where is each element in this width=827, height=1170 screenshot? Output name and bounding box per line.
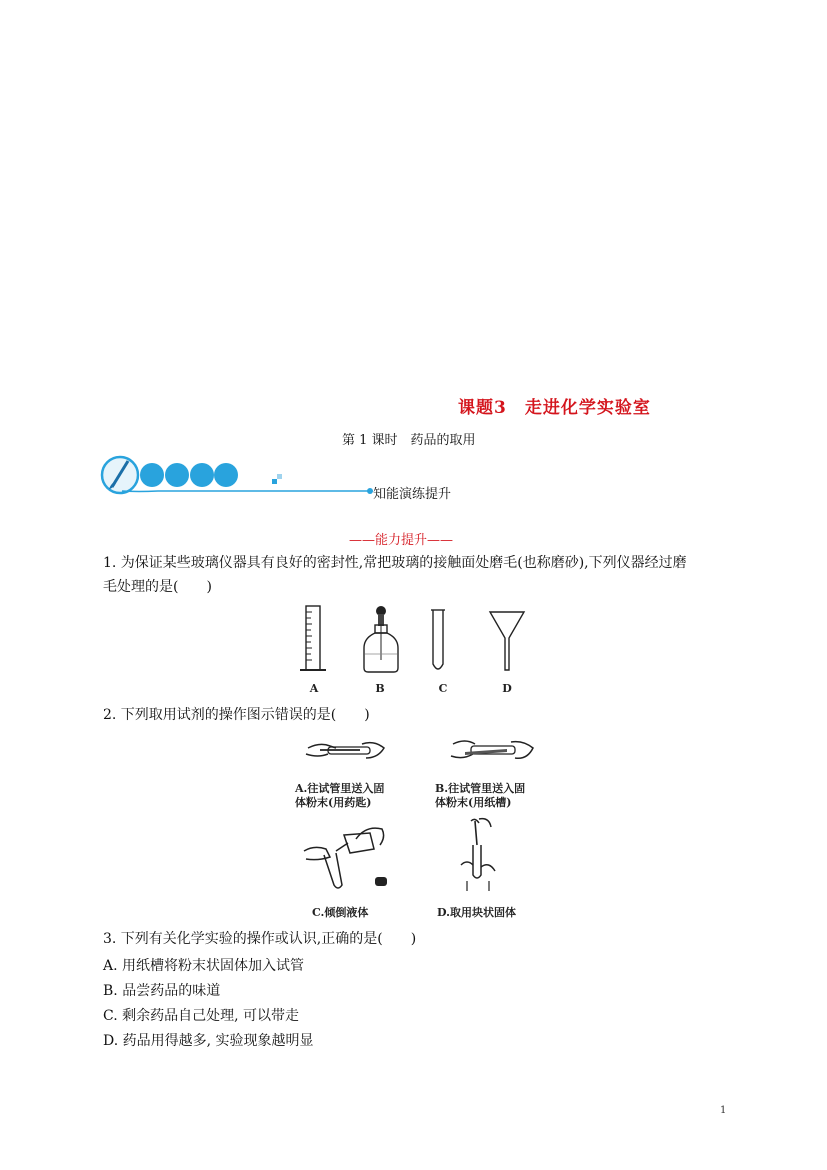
banner-dot-4 [214, 463, 238, 487]
q3-option-c: C. 剩余药品自己处理, 可以带走 [103, 1008, 300, 1024]
q2-caption-d: D.取用块状固体 [437, 906, 516, 919]
test-tube-icon [431, 610, 445, 669]
pouring-liquid-illustration [300, 815, 395, 893]
page-number: 1 [720, 1105, 727, 1116]
q1-label-d: D [502, 682, 512, 695]
block-solid-illustration [455, 815, 515, 895]
section-heading: ——能力提升—— [349, 533, 454, 548]
lesson-subtitle: 第 1 课时 药品的取用 [342, 433, 476, 448]
q2-caption-a-line1: A.往试管里送入固 [295, 782, 385, 795]
banner-label: 知能演练提升 [373, 487, 452, 502]
spoon-operation-illustration [300, 732, 390, 772]
graduated-cylinder-icon [300, 606, 326, 670]
q2-caption-a-line2: 体粉末(用药匙) [295, 796, 372, 809]
dropper-bottle-icon [364, 606, 398, 672]
q1-label-b: B [375, 682, 385, 695]
q1-label-a: A [309, 682, 319, 695]
banner-dot-1 [140, 463, 164, 487]
banner-dot-3 [190, 463, 214, 487]
q2-caption-c: C.倾倒液体 [312, 906, 369, 919]
q2-caption-b-line2: 体粉末(用纸槽) [435, 796, 512, 809]
question-1: 1. 为保证某些玻璃仪器具有良好的密封性,常把玻璃的接触面处磨毛(也称磨砂),下列仪器经过磨 [103, 555, 687, 571]
q3-option-a: A. 用纸槽将粉末状固体加入试管 [103, 958, 305, 974]
question-1-continuation: 毛处理的是( ) [103, 579, 212, 595]
q1-figure [290, 602, 530, 680]
question-2: 2. 下列取用试剂的操作图示错误的是( ) [103, 707, 370, 723]
lesson-title: 课题3 走进化学实验室 [458, 398, 651, 418]
banner-dot-2 [165, 463, 189, 487]
funnel-icon [490, 612, 524, 670]
question-3: 3. 下列有关化学实验的操作或认识,正确的是( ) [103, 931, 417, 947]
q2-caption-b-line1: B.往试管里送入固 [435, 782, 526, 795]
q3-option-b: B. 品尝药品的味道 [103, 983, 221, 999]
q3-option-d: D. 药品用得越多, 实验现象越明显 [103, 1033, 314, 1049]
q1-label-c: C [438, 682, 448, 695]
paper-trough-operation-illustration [447, 732, 537, 772]
